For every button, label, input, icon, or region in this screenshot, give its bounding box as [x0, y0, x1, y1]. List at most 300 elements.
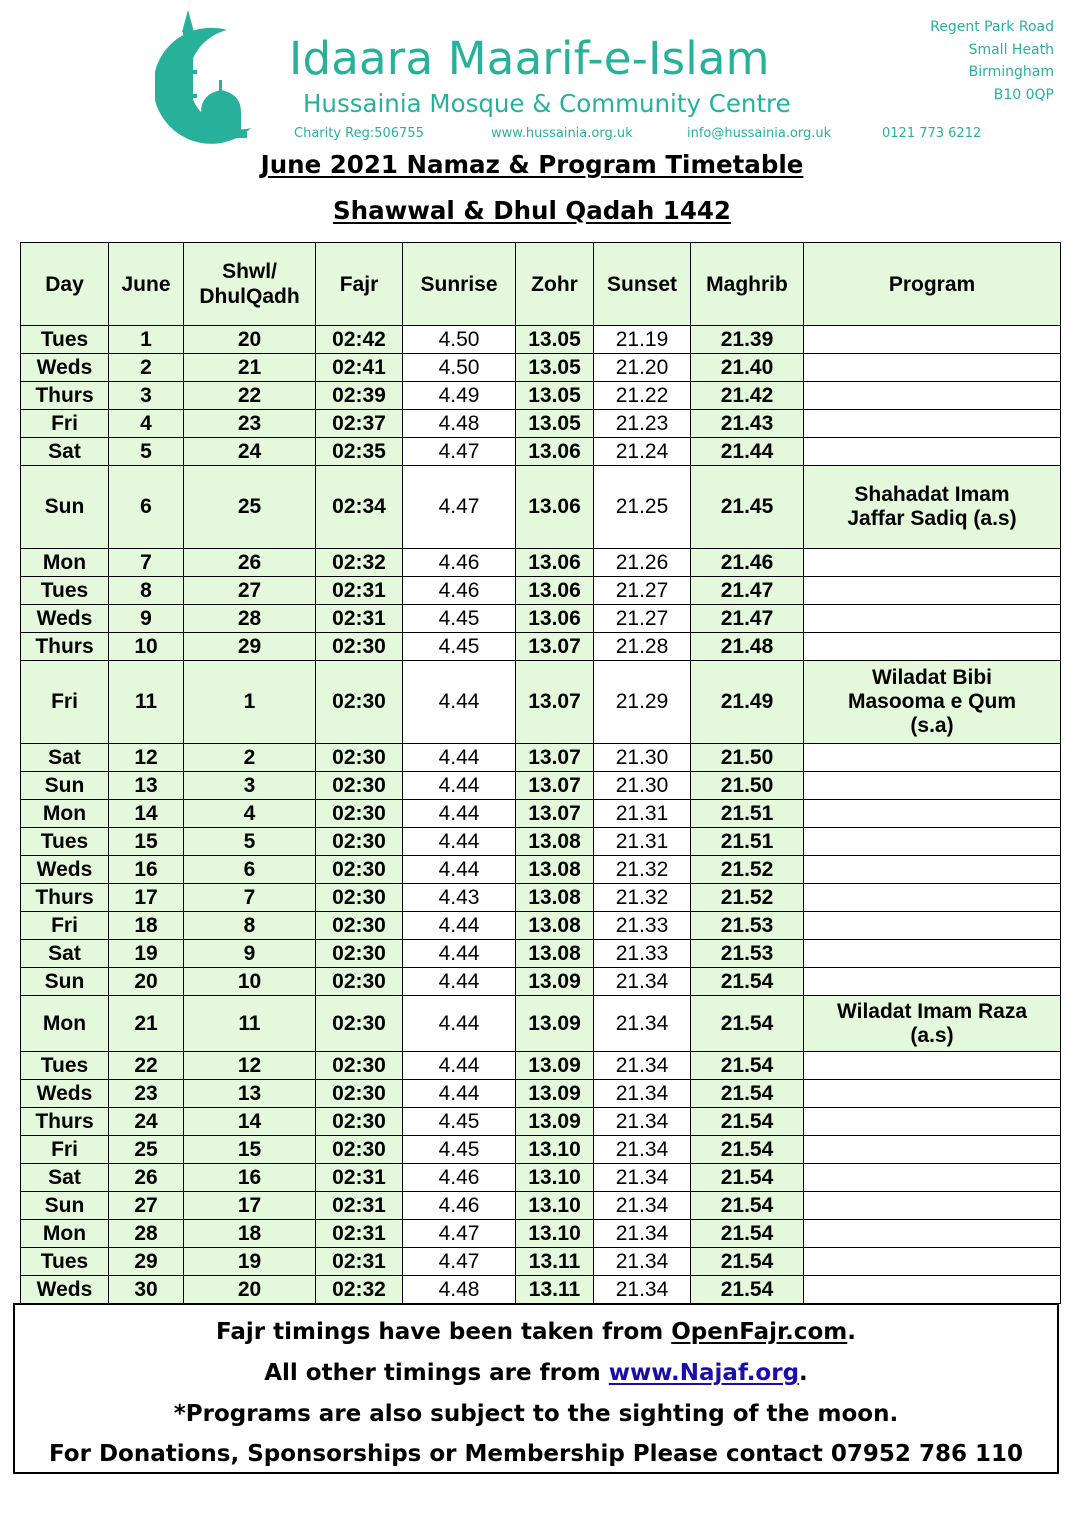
- table-row: [21, 1276, 1061, 1304]
- cell-june: 2: [109, 354, 184, 382]
- cell-sunrise: 4.44: [403, 940, 516, 968]
- cell-fajr: 02:37: [316, 410, 403, 438]
- cell-maghrib: 21.54: [691, 1052, 804, 1080]
- cell-program: [804, 1248, 1061, 1276]
- cell-program: [804, 577, 1061, 605]
- cell-program: [804, 1108, 1061, 1136]
- cell-fajr: 02:30: [316, 800, 403, 828]
- cell-day: Fri: [21, 410, 109, 438]
- cell-hijri: 9: [184, 940, 316, 968]
- cell-sunset: 21.23: [594, 410, 691, 438]
- table-row: [21, 744, 1061, 772]
- cell-sunrise: 4.44: [403, 968, 516, 996]
- cell-maghrib: 21.39: [691, 326, 804, 354]
- cell-sunrise: 4.49: [403, 382, 516, 410]
- cell-sunset: 21.32: [594, 884, 691, 912]
- cell-fajr: 02:31: [316, 1192, 403, 1220]
- mosque-minaret-dome-logo: [155, 8, 267, 144]
- cell-sunset: 21.25: [594, 466, 691, 549]
- cell-sunrise: 4.44: [403, 661, 516, 744]
- cell-fajr: 02:30: [316, 884, 403, 912]
- cell-sunrise: 4.44: [403, 828, 516, 856]
- cell-maghrib: 21.54: [691, 1276, 804, 1304]
- cell-program: [804, 884, 1061, 912]
- table-row: [21, 438, 1061, 466]
- cell-day: Tues: [21, 1248, 109, 1276]
- cell-day: Fri: [21, 661, 109, 744]
- cell-hijri: 5: [184, 828, 316, 856]
- cell-day: Mon: [21, 996, 109, 1052]
- cell-day: Thurs: [21, 382, 109, 410]
- cell-hijri: 2: [184, 744, 316, 772]
- cell-program: [804, 605, 1061, 633]
- cell-sunset: 21.24: [594, 438, 691, 466]
- org-subtitle: Hussainia Mosque & Community Centre: [303, 89, 791, 118]
- cell-zohr: 13.09: [516, 996, 594, 1052]
- cell-sunrise: 4.44: [403, 744, 516, 772]
- note-moon-sighting: *Programs are also subject to the sighting of the moon.: [173, 1401, 899, 1427]
- cell-hijri: 21: [184, 354, 316, 382]
- cell-zohr: 13.09: [516, 1080, 594, 1108]
- cell-maghrib: 21.50: [691, 772, 804, 800]
- note-text: All other timings are from: [264, 1360, 609, 1386]
- cell-sunrise: 4.46: [403, 1192, 516, 1220]
- cell-june: 9: [109, 605, 184, 633]
- cell-sunrise: 4.46: [403, 549, 516, 577]
- cell-day: Thurs: [21, 633, 109, 661]
- cell-hijri: 13: [184, 1080, 316, 1108]
- cell-program: [804, 633, 1061, 661]
- cell-sunset: 21.22: [594, 382, 691, 410]
- cell-day: Sun: [21, 772, 109, 800]
- cell-sunset: 21.29: [594, 661, 691, 744]
- cell-maghrib: 21.45: [691, 466, 804, 549]
- table-row: [21, 996, 1061, 1052]
- cell-maghrib: 21.53: [691, 912, 804, 940]
- cell-maghrib: 21.46: [691, 549, 804, 577]
- cell-maghrib: 21.51: [691, 828, 804, 856]
- cell-hijri: 26: [184, 549, 316, 577]
- cell-june: 1: [109, 326, 184, 354]
- cell-fajr: 02:42: [316, 326, 403, 354]
- col-header-zohr: Zohr: [516, 243, 594, 326]
- col-header-day: Day: [21, 243, 109, 326]
- cell-sunset: 21.34: [594, 1192, 691, 1220]
- address: [930, 16, 1054, 106]
- cell-fajr: 02:39: [316, 382, 403, 410]
- cell-day: Weds: [21, 1080, 109, 1108]
- cell-program: [804, 1164, 1061, 1192]
- cell-day: Thurs: [21, 884, 109, 912]
- col-header-program: Program: [804, 243, 1061, 326]
- table-row: [21, 1192, 1061, 1220]
- cell-june: 21: [109, 996, 184, 1052]
- table-row: [21, 968, 1061, 996]
- cell-day: Sat: [21, 1164, 109, 1192]
- cell-sunrise: 4.44: [403, 1052, 516, 1080]
- cell-program: [804, 326, 1061, 354]
- cell-program: [804, 354, 1061, 382]
- cell-june: 3: [109, 382, 184, 410]
- cell-program: [804, 1220, 1061, 1248]
- cell-sunset: 21.34: [594, 1248, 691, 1276]
- cell-zohr: 13.10: [516, 1164, 594, 1192]
- cell-june: 19: [109, 940, 184, 968]
- cell-day: Weds: [21, 1276, 109, 1304]
- cell-zohr: 13.07: [516, 800, 594, 828]
- cell-maghrib: 21.40: [691, 354, 804, 382]
- cell-zohr: 13.08: [516, 828, 594, 856]
- cell-sunset: 21.34: [594, 1052, 691, 1080]
- cell-sunrise: 4.48: [403, 1276, 516, 1304]
- cell-fajr: 02:30: [316, 1136, 403, 1164]
- cell-sunrise: 4.46: [403, 1164, 516, 1192]
- cell-june: 4: [109, 410, 184, 438]
- website[interactable]: www.hussainia.org.uk: [491, 126, 633, 141]
- table-row: [21, 577, 1061, 605]
- table-row: [21, 549, 1061, 577]
- cell-program: [804, 549, 1061, 577]
- cell-program: [804, 772, 1061, 800]
- cell-zohr: 13.06: [516, 577, 594, 605]
- table-row: [21, 772, 1061, 800]
- cell-june: 22: [109, 1052, 184, 1080]
- cell-hijri: 15: [184, 1136, 316, 1164]
- cell-maghrib: 21.47: [691, 605, 804, 633]
- timetable: [20, 242, 1061, 1304]
- phone: 0121 773 6212: [882, 126, 982, 141]
- cell-sunset: 21.34: [594, 1220, 691, 1248]
- najaf-link[interactable]: www.Najaf.org: [608, 1360, 800, 1386]
- cell-june: 23: [109, 1080, 184, 1108]
- cell-zohr: 13.08: [516, 912, 594, 940]
- cell-june: 10: [109, 633, 184, 661]
- cell-fajr: 02:30: [316, 996, 403, 1052]
- cell-sunrise: 4.45: [403, 1108, 516, 1136]
- cell-maghrib: 21.52: [691, 856, 804, 884]
- cell-hijri: 16: [184, 1164, 316, 1192]
- table-row: [21, 884, 1061, 912]
- cell-fajr: 02:31: [316, 1164, 403, 1192]
- cell-fajr: 02:30: [316, 940, 403, 968]
- cell-day: Mon: [21, 1220, 109, 1248]
- cell-maghrib: 21.51: [691, 800, 804, 828]
- cell-hijri: 18: [184, 1220, 316, 1248]
- cell-june: 26: [109, 1164, 184, 1192]
- cell-sunrise: 4.44: [403, 1080, 516, 1108]
- table-header-row: [21, 243, 1061, 326]
- cell-fajr: 02:30: [316, 1080, 403, 1108]
- table-row: [21, 410, 1061, 438]
- cell-hijri: 20: [184, 326, 316, 354]
- cell-june: 14: [109, 800, 184, 828]
- cell-fajr: 02:35: [316, 438, 403, 466]
- cell-sunrise: 4.46: [403, 577, 516, 605]
- cell-hijri: 29: [184, 633, 316, 661]
- cell-day: Tues: [21, 828, 109, 856]
- cell-maghrib: 21.52: [691, 884, 804, 912]
- cell-maghrib: 21.47: [691, 577, 804, 605]
- note-fajr-source: [15, 1319, 1057, 1345]
- cell-sunrise: 4.47: [403, 1248, 516, 1276]
- cell-sunset: 21.32: [594, 856, 691, 884]
- cell-hijri: 8: [184, 912, 316, 940]
- table-row: [21, 912, 1061, 940]
- cell-program: Wiladat Bibi Masooma e Qum (s.a): [804, 661, 1061, 744]
- org-name: Idaara Maarif-e-Islam: [289, 32, 770, 85]
- cell-sunrise: 4.44: [403, 912, 516, 940]
- cell-june: 13: [109, 772, 184, 800]
- cell-maghrib: 21.44: [691, 438, 804, 466]
- cell-june: 17: [109, 884, 184, 912]
- cell-sunset: 21.20: [594, 354, 691, 382]
- cell-maghrib: 21.48: [691, 633, 804, 661]
- cell-program: [804, 1080, 1061, 1108]
- cell-day: Sun: [21, 968, 109, 996]
- cell-hijri: 23: [184, 410, 316, 438]
- cell-fajr: 02:32: [316, 1276, 403, 1304]
- cell-maghrib: 21.42: [691, 382, 804, 410]
- cell-fajr: 02:31: [316, 1220, 403, 1248]
- cell-day: Fri: [21, 912, 109, 940]
- cell-fajr: 02:30: [316, 968, 403, 996]
- table-row: [21, 1108, 1061, 1136]
- cell-zohr: 13.08: [516, 940, 594, 968]
- cell-sunset: 21.30: [594, 744, 691, 772]
- cell-day: Sun: [21, 466, 109, 549]
- cell-sunrise: 4.43: [403, 884, 516, 912]
- cell-program: [804, 800, 1061, 828]
- cell-fajr: 02:31: [316, 1248, 403, 1276]
- cell-june: 20: [109, 968, 184, 996]
- cell-program: [804, 744, 1061, 772]
- cell-day: Sat: [21, 940, 109, 968]
- cell-sunset: 21.34: [594, 1164, 691, 1192]
- cell-program: [804, 382, 1061, 410]
- cell-day: Tues: [21, 577, 109, 605]
- cell-sunrise: 4.47: [403, 1220, 516, 1248]
- cell-hijri: 19: [184, 1248, 316, 1276]
- notes-box: [13, 1303, 1059, 1474]
- cell-june: 16: [109, 856, 184, 884]
- cell-zohr: 13.08: [516, 884, 594, 912]
- note-donations-contact: For Donations, Sponsorships or Membership Please contact 07952 786 110: [49, 1441, 1023, 1467]
- cell-fajr: 02:34: [316, 466, 403, 549]
- cell-program: [804, 940, 1061, 968]
- cell-maghrib: 21.54: [691, 1192, 804, 1220]
- cell-maghrib: 21.54: [691, 1248, 804, 1276]
- cell-zohr: 13.05: [516, 326, 594, 354]
- col-header-sunset: Sunset: [594, 243, 691, 326]
- cell-hijri: 12: [184, 1052, 316, 1080]
- cell-maghrib: 21.54: [691, 1136, 804, 1164]
- cell-june: 30: [109, 1276, 184, 1304]
- cell-sunset: 21.34: [594, 968, 691, 996]
- col-header-maghrib: Maghrib: [691, 243, 804, 326]
- cell-hijri: 27: [184, 577, 316, 605]
- cell-sunset: 21.34: [594, 1108, 691, 1136]
- cell-fajr: 02:30: [316, 912, 403, 940]
- table-row: [21, 1080, 1061, 1108]
- cell-hijri: 7: [184, 884, 316, 912]
- col-header-sunrise: Sunrise: [403, 243, 516, 326]
- cell-day: Weds: [21, 605, 109, 633]
- cell-fajr: 02:30: [316, 1052, 403, 1080]
- cell-sunrise: 4.50: [403, 354, 516, 382]
- cell-june: 25: [109, 1136, 184, 1164]
- address-line: Small Heath: [968, 41, 1054, 58]
- cell-sunrise: 4.44: [403, 800, 516, 828]
- cell-sunset: 21.33: [594, 940, 691, 968]
- cell-fajr: 02:32: [316, 549, 403, 577]
- address-line: Birmingham: [968, 64, 1054, 80]
- cell-hijri: 22: [184, 382, 316, 410]
- cell-zohr: 13.05: [516, 410, 594, 438]
- cell-june: 29: [109, 1248, 184, 1276]
- note-other-source: [15, 1360, 1057, 1386]
- cell-sunrise: 4.44: [403, 996, 516, 1052]
- table-row: [21, 326, 1061, 354]
- cell-sunrise: 4.45: [403, 1136, 516, 1164]
- cell-zohr: 13.10: [516, 1220, 594, 1248]
- cell-program: [804, 438, 1061, 466]
- cell-sunset: 21.34: [594, 996, 691, 1052]
- cell-june: 15: [109, 828, 184, 856]
- cell-zohr: 13.10: [516, 1192, 594, 1220]
- cell-hijri: 4: [184, 800, 316, 828]
- cell-sunset: 21.33: [594, 912, 691, 940]
- cell-sunset: 21.27: [594, 605, 691, 633]
- cell-zohr: 13.05: [516, 354, 594, 382]
- cell-zohr: 13.11: [516, 1248, 594, 1276]
- cell-day: Fri: [21, 1136, 109, 1164]
- cell-hijri: 10: [184, 968, 316, 996]
- table-row: [21, 382, 1061, 410]
- table-row: [21, 800, 1061, 828]
- cell-june: 27: [109, 1192, 184, 1220]
- table-row: [21, 1164, 1061, 1192]
- cell-sunrise: 4.47: [403, 438, 516, 466]
- cell-hijri: 14: [184, 1108, 316, 1136]
- table-row: [21, 466, 1061, 549]
- table-row: [21, 940, 1061, 968]
- cell-day: Sat: [21, 744, 109, 772]
- cell-june: 12: [109, 744, 184, 772]
- openfajr-link[interactable]: OpenFajr.com: [671, 1319, 848, 1345]
- cell-day: Weds: [21, 354, 109, 382]
- cell-program: [804, 968, 1061, 996]
- cell-june: 18: [109, 912, 184, 940]
- cell-zohr: 13.06: [516, 466, 594, 549]
- cell-sunrise: 4.44: [403, 772, 516, 800]
- cell-sunrise: 4.44: [403, 856, 516, 884]
- cell-zohr: 13.07: [516, 772, 594, 800]
- cell-sunrise: 4.47: [403, 466, 516, 549]
- table-row: [21, 1052, 1061, 1080]
- cell-zohr: 13.06: [516, 438, 594, 466]
- cell-zohr: 13.07: [516, 661, 594, 744]
- col-header-june: June: [109, 243, 184, 326]
- table-row: [21, 1220, 1061, 1248]
- table-row: [21, 856, 1061, 884]
- table-row: [21, 605, 1061, 633]
- cell-june: 6: [109, 466, 184, 549]
- page-title: June 2021 Namaz & Program Timetable: [260, 150, 804, 179]
- cell-zohr: 13.05: [516, 382, 594, 410]
- table-row: [21, 1136, 1061, 1164]
- note-text: .: [799, 1360, 808, 1386]
- table-row: [21, 354, 1061, 382]
- cell-sunset: 21.34: [594, 1136, 691, 1164]
- cell-hijri: 17: [184, 1192, 316, 1220]
- cell-hijri: 3: [184, 772, 316, 800]
- cell-june: 5: [109, 438, 184, 466]
- cell-program: [804, 410, 1061, 438]
- cell-zohr: 13.06: [516, 605, 594, 633]
- cell-fajr: 02:30: [316, 856, 403, 884]
- cell-sunrise: 4.45: [403, 633, 516, 661]
- cell-sunset: 21.34: [594, 1276, 691, 1304]
- cell-fajr: 02:31: [316, 605, 403, 633]
- table-row: [21, 828, 1061, 856]
- cell-hijri: 28: [184, 605, 316, 633]
- cell-june: 8: [109, 577, 184, 605]
- cell-program: [804, 828, 1061, 856]
- cell-maghrib: 21.43: [691, 410, 804, 438]
- cell-maghrib: 21.54: [691, 1220, 804, 1248]
- cell-day: Sat: [21, 438, 109, 466]
- note-text: Fajr timings have been taken from: [216, 1319, 672, 1345]
- cell-program: [804, 1136, 1061, 1164]
- cell-maghrib: 21.54: [691, 1108, 804, 1136]
- cell-june: 7: [109, 549, 184, 577]
- cell-sunrise: 4.50: [403, 326, 516, 354]
- cell-day: Sun: [21, 1192, 109, 1220]
- table-row: [21, 1248, 1061, 1276]
- page-subtitle: Shawwal & Dhul Qadah 1442: [333, 196, 731, 225]
- cell-sunset: 21.19: [594, 326, 691, 354]
- cell-maghrib: 21.49: [691, 661, 804, 744]
- note-text: .: [847, 1319, 856, 1345]
- cell-fajr: 02:30: [316, 1108, 403, 1136]
- cell-program: [804, 856, 1061, 884]
- cell-day: Mon: [21, 549, 109, 577]
- cell-zohr: 13.11: [516, 1276, 594, 1304]
- cell-maghrib: 21.50: [691, 744, 804, 772]
- cell-sunset: 21.31: [594, 800, 691, 828]
- cell-program: [804, 1052, 1061, 1080]
- cell-day: Tues: [21, 326, 109, 354]
- cell-maghrib: 21.54: [691, 996, 804, 1052]
- email[interactable]: info@hussainia.org.uk: [687, 126, 832, 141]
- cell-fajr: 02:30: [316, 661, 403, 744]
- cell-fajr: 02:41: [316, 354, 403, 382]
- cell-fajr: 02:30: [316, 828, 403, 856]
- cell-fajr: 02:31: [316, 577, 403, 605]
- cell-fajr: 02:30: [316, 633, 403, 661]
- cell-sunset: 21.26: [594, 549, 691, 577]
- cell-day: Tues: [21, 1052, 109, 1080]
- cell-program: [804, 1192, 1061, 1220]
- cell-june: 11: [109, 661, 184, 744]
- cell-zohr: 13.09: [516, 1052, 594, 1080]
- cell-fajr: 02:30: [316, 772, 403, 800]
- cell-june: 24: [109, 1108, 184, 1136]
- cell-june: 28: [109, 1220, 184, 1248]
- col-header-fajr: Fajr: [316, 243, 403, 326]
- cell-program: [804, 1276, 1061, 1304]
- cell-zohr: 13.10: [516, 1136, 594, 1164]
